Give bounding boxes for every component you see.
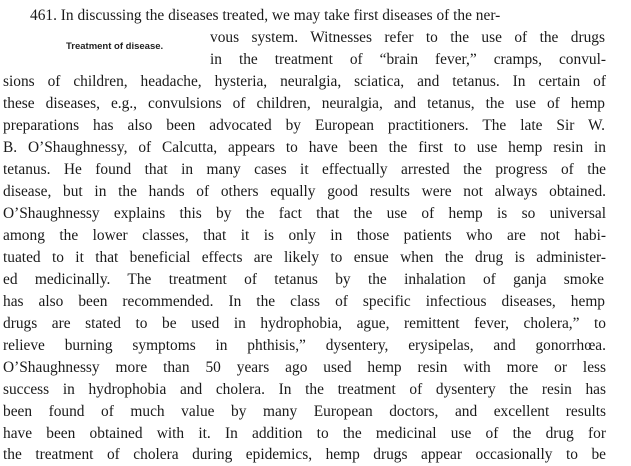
text-line-12: tuated to it that beneficial effects are likely to ensue when the drug is administer- [3,249,606,266]
text-line-9: disease, but in the hands of others equally good results were not always obtained. [3,183,606,200]
text-line-10: O’Shaughnessy explains this by the fact that the use of hemp is so universal [3,205,606,222]
text-line-19: been found of much value by many European doctors, and excellent results [3,403,606,420]
text-line-5: these diseases, e.g., convulsions of children, neuralgia, and tetanus, the use of hemp [3,95,605,112]
text-line-4: sions of children, headache, hysteria, neuralgia, sciatica, and tetanus. In certain of [3,73,606,90]
text-line-15: drugs are stated to be used in hydrophobia, ague, remittent fever, cholera,” to [3,315,606,332]
text-line-20: have been obtained with it. In addition to the medicinal use of the drug for [3,425,606,442]
text-line-8: tetanus. He found that in many cases it effectually arrested the progress of the [3,161,606,178]
text-line-18: success in hydrophobia and cholera. In the treatment of dysentery the resin has [3,381,606,398]
text-line-1 [30,5,605,27]
sidenote-treatment-of-disease: Treatment of disease. [66,41,164,52]
text-line-17: O’Shaughnessy more than 50 years ago used hemp resin with more or less [3,359,606,376]
text-line-7: B. O’Shaughnessy, of Calcutta, appears to have been the first to use hemp resin in [3,139,606,156]
text-line-2: vous system. Witnesses refer to the use of the drugs [210,29,605,46]
text-line-16: relieve burning symptoms in phthisis,” dysentery, erysipelas, and gonorrhœa. [3,337,606,354]
text-line-13: ed medicinally. The treatment of tetanus by the inhalation of ganja smoke [3,271,604,288]
text-line-3: in the treatment of “brain fever,” cramps, convul- [210,51,606,68]
text-line-1-content: In discussing the diseases treated, we may take first diseases of the ner- [60,7,501,24]
text-line-6: preparations has also been advocated by European practitioners. The late Sir W. [3,117,605,134]
text-line-21: the treatment of cholera during epidemics, hemp drugs appear occasionally to be [3,446,606,463]
text-line-14: has also been recommended. In the class of specific infectious diseases, hemp [3,293,605,310]
paragraph-number: 461. [30,7,57,24]
text-line-11: among the lower classes, that it is only in those patients who are not habi- [3,227,606,244]
